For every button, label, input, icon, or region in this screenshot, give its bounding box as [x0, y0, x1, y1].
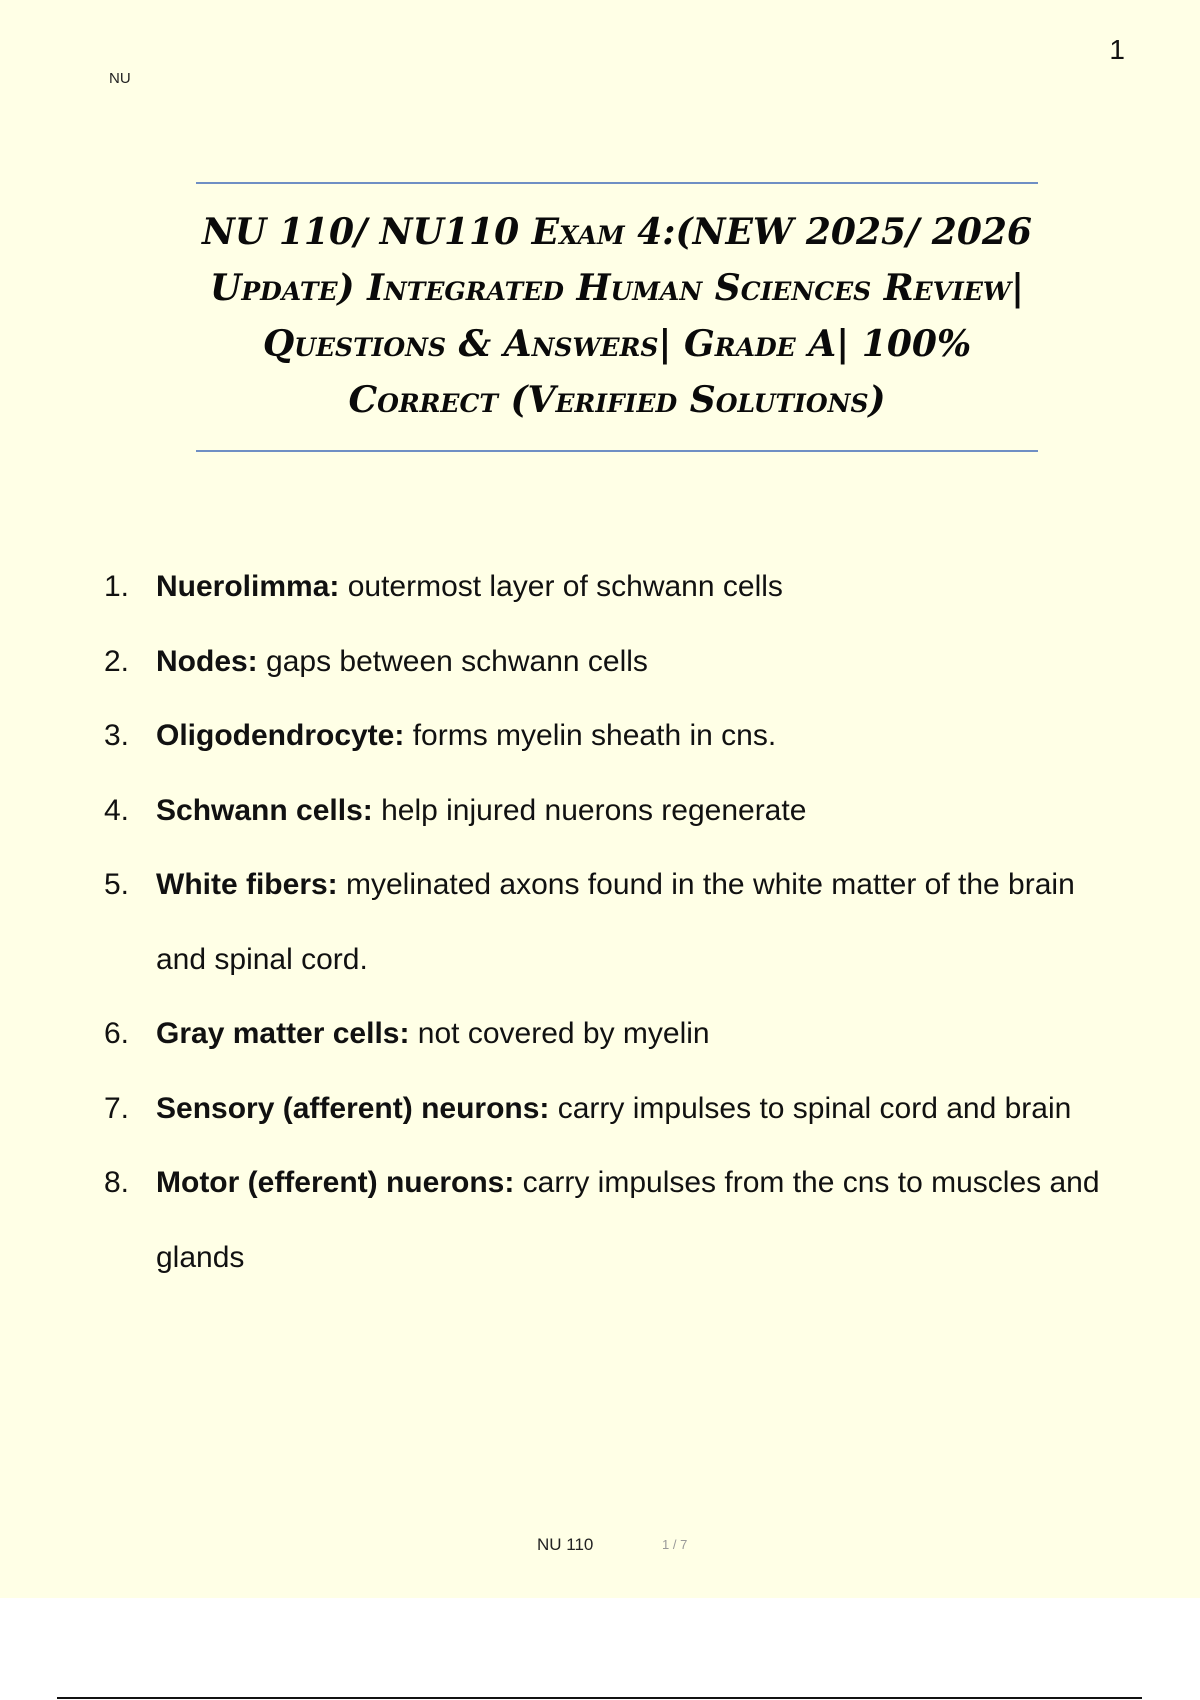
item-term: Sensory (afferent) neurons: [156, 1091, 550, 1125]
item-term: Nodes: [156, 644, 258, 678]
item-term: Nuerolimma: [156, 570, 340, 603]
bottom-divider [57, 1697, 1142, 1699]
item-definition: outermost layer of schwann cells [339, 570, 783, 603]
item-definition: carry impulses to spinal cord and brain [549, 1091, 1072, 1125]
document-title: NU 110/ NU110 Exam 4:(NEW 2025/ 2026 Update) Integrated Human Sciences Review| Questions & Answers| Grade A| 100% Correct (Verified Solutions) [202, 211, 1032, 421]
page-number: 1 [1109, 34, 1125, 65]
item-definition: gaps between schwann cells [257, 644, 648, 678]
item-number: 4. [104, 793, 130, 827]
item-number: 5. [104, 868, 130, 901]
qa-item [100, 1072, 1120, 1147]
item-definition: not covered by myelin [409, 1017, 710, 1050]
item-number: 2. [104, 644, 130, 678]
item-term: Schwann cells: [156, 793, 373, 827]
qa-item [100, 699, 1120, 774]
item-definition: help injured nuerons regenerate [372, 793, 807, 827]
qa-item [100, 1146, 1120, 1295]
item-term: White fibers: [156, 868, 338, 901]
item-term: Oligodendrocyte: [156, 719, 405, 752]
item-number: 1. [104, 570, 130, 603]
item-definition: myelinated axons found in the white matter of the brain and spinal cord. [156, 868, 1075, 976]
page-indicator: 1 / 7 [662, 1537, 688, 1552]
qa-item [100, 848, 1120, 997]
item-number: 8. [104, 1166, 130, 1199]
qa-item [100, 997, 1120, 1072]
item-number: 7. [104, 1091, 130, 1125]
item-number: 3. [104, 719, 130, 752]
qa-list [100, 550, 1120, 1295]
item-definition: forms myelin sheath in cns. [404, 719, 777, 752]
qa-item [100, 774, 1120, 849]
item-number: 6. [104, 1017, 130, 1050]
item-definition: carry impulses from the cns to muscles and glands [156, 1166, 1100, 1274]
header-label: NU [109, 70, 131, 87]
qa-item [100, 550, 1120, 625]
footer-label: NU 110 [537, 1535, 594, 1554]
title-block [196, 182, 1038, 452]
item-term: Motor (efferent) nuerons: [156, 1166, 515, 1199]
item-term: Gray matter cells: [156, 1017, 410, 1050]
qa-item [100, 625, 1120, 700]
